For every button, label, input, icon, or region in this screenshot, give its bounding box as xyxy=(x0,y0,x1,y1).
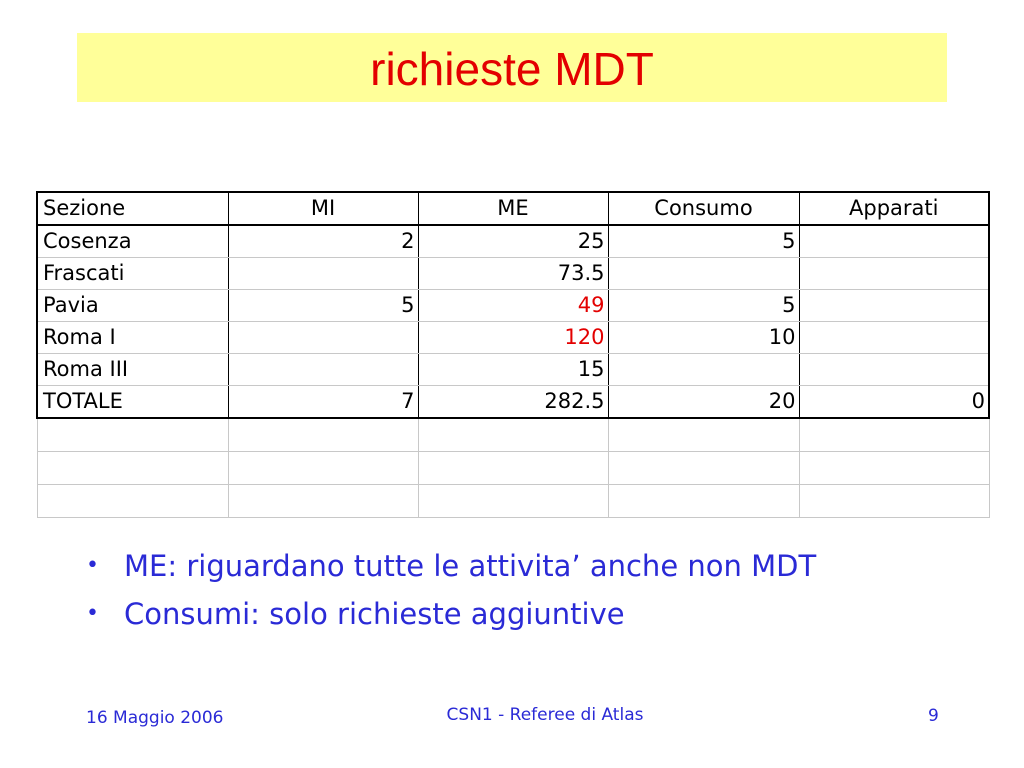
row-me: 282.5 xyxy=(418,386,608,419)
row-mi xyxy=(228,354,418,386)
row-consumo: 5 xyxy=(608,290,799,322)
footer-date: 16 Maggio 2006 xyxy=(86,708,224,728)
bullet-item xyxy=(86,546,816,594)
row-apparati xyxy=(799,290,989,322)
empty-cell xyxy=(37,451,228,484)
empty-cell xyxy=(799,418,989,451)
row-me: 73.5 xyxy=(418,258,608,290)
table-row xyxy=(37,225,989,258)
row-sezione: Pavia xyxy=(37,290,228,322)
empty-cell xyxy=(608,484,799,517)
row-mi: 2 xyxy=(228,225,418,258)
row-sezione: Cosenza xyxy=(37,225,228,258)
row-consumo: 10 xyxy=(608,322,799,354)
table-header-row xyxy=(37,192,989,225)
header-me: ME xyxy=(418,192,608,225)
row-apparati xyxy=(799,225,989,258)
empty-cell xyxy=(608,418,799,451)
row-mi: 5 xyxy=(228,290,418,322)
empty-cell xyxy=(228,451,418,484)
table-total-row xyxy=(37,386,989,419)
row-sezione: Roma I xyxy=(37,322,228,354)
empty-cell xyxy=(37,418,228,451)
table-empty-row xyxy=(37,484,989,517)
bullet-text: Consumi: solo richieste aggiuntive xyxy=(124,597,625,631)
empty-cell xyxy=(418,451,608,484)
bullet-list xyxy=(86,546,816,642)
row-apparati xyxy=(799,322,989,354)
table-empty-row xyxy=(37,418,989,451)
empty-cell xyxy=(418,418,608,451)
row-consumo xyxy=(608,354,799,386)
row-apparati xyxy=(799,258,989,290)
row-mi: 7 xyxy=(228,386,418,419)
bullet-text: ME: riguardano tutte le attivita’ anche non MDT xyxy=(124,549,817,583)
table-row xyxy=(37,354,989,386)
empty-cell xyxy=(228,484,418,517)
empty-cell xyxy=(418,484,608,517)
bullet-icon: • xyxy=(86,601,99,626)
row-apparati: 0 xyxy=(799,386,989,419)
row-sezione: Frascati xyxy=(37,258,228,290)
requests-table xyxy=(36,191,990,518)
table-row xyxy=(37,258,989,290)
empty-cell xyxy=(228,418,418,451)
row-mi xyxy=(228,322,418,354)
header-consumo: Consumo xyxy=(608,192,799,225)
row-me-highlighted: 49 xyxy=(418,290,608,322)
table-row xyxy=(37,322,989,354)
row-mi xyxy=(228,258,418,290)
bullet-icon: • xyxy=(86,553,99,578)
row-sezione: Roma III xyxy=(37,354,228,386)
empty-cell xyxy=(799,484,989,517)
row-consumo: 20 xyxy=(608,386,799,419)
footer-title: CSN1 - Referee di Atlas xyxy=(446,705,644,725)
row-consumo: 5 xyxy=(608,225,799,258)
row-me: 15 xyxy=(418,354,608,386)
row-consumo xyxy=(608,258,799,290)
row-sezione: TOTALE xyxy=(37,386,228,419)
table-row xyxy=(37,290,989,322)
header-mi: MI xyxy=(228,192,418,225)
title-banner xyxy=(77,33,947,102)
row-me: 25 xyxy=(418,225,608,258)
table-empty-row xyxy=(37,451,989,484)
empty-cell xyxy=(37,484,228,517)
bullet-item xyxy=(86,594,816,642)
page-title: richieste MDT xyxy=(370,42,654,95)
page-number: 9 xyxy=(928,706,939,726)
header-apparati: Apparati xyxy=(799,192,989,225)
empty-cell xyxy=(799,451,989,484)
header-sezione: Sezione xyxy=(37,192,228,225)
row-me-highlighted: 120 xyxy=(418,322,608,354)
row-apparati xyxy=(799,354,989,386)
empty-cell xyxy=(608,451,799,484)
